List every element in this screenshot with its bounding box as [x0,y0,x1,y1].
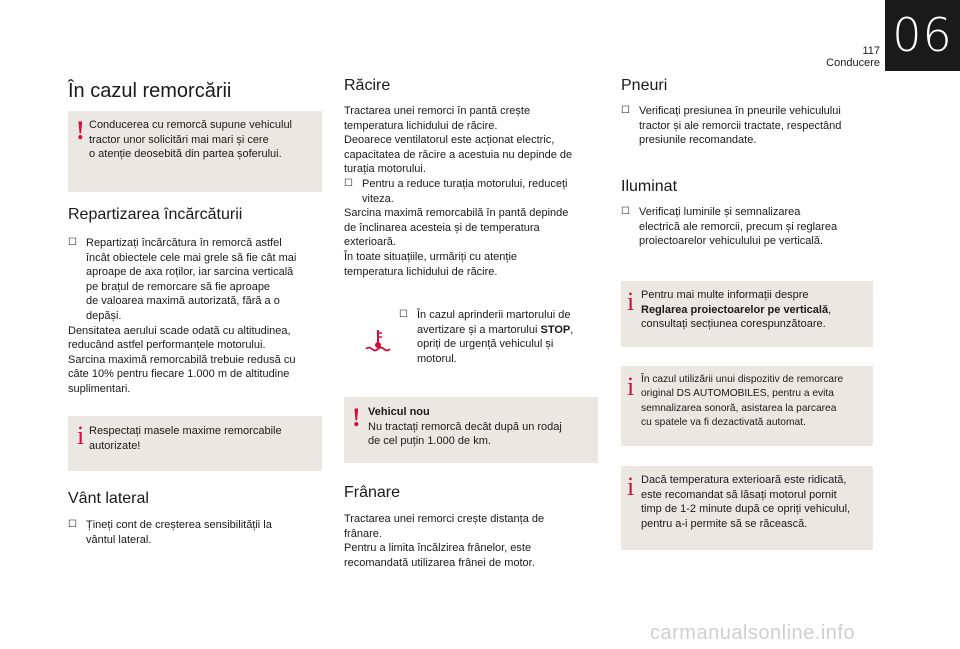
info-icon: i [627,372,635,401]
info-temperature-text: Dacă temperatura exterioară este ridicată, este recomandat să lăsați motorul pornit timp de 1-2 minute după ce opriți vehiculul, pentru a-i permite să se răcească. [641,474,851,530]
info-text: Respectați masele maxime remorcabile autorizate! [89,425,282,452]
watermark: carmanualsonline.info [650,622,856,644]
bullet-arrow-icon: ☐ [621,206,630,217]
section-heading-lighting: Iluminat [621,178,678,195]
section-name: Conducere [826,57,880,69]
bullet-item: ☐ Verificați luminile și semnalizarea electrică ale remorcii, precum și reglarea proiectoarelor vehiculului pe verticală. [621,206,838,248]
info-towing-text: În cazul utilizării unui dispozitiv de remorcare original DS AUTOMOBILES, pentru a evita semnalizarea sonoră, asistarea la parcarea cu spatele va fi dezactivată automat. [641,374,844,429]
cooling-section-body: Tractarea unei remorci în pantă crește temperatura lichidului de răcire. Deoarece ventilatorul este acționat electric, capacitatea de răcire a acestuia nu depinde de turația motorului. ☐ Pentru a reduce turația motorului, reduceți viteza. Sarcina maximă remorcabilă în pantă depinde de înclinarea acesteia și de temperatura exterioară. În toate situațiile, urmăriți cu atenție temperatura lichidului de răcire. [344,104,606,279]
new-vehicle-text: Vehicul nou Nu tractați remorcă decât după un rodaj de cel puțin 1.000 de km. [368,406,562,448]
bullet-arrow-icon: ☐ [344,177,353,189]
bullet-item: ☐ În cazul aprinderii martorului de avertizare și a martorului STOP, opriți de urgență vehiculul și motorul. [399,309,574,365]
bullet-arrow-icon: ☐ [399,309,408,320]
bullet-item: ☐ Țineți cont de creșterea sensibilității la vântul lateral. [68,519,272,546]
new-vehicle-warning-box [344,397,598,463]
bullet-arrow-icon: ☐ [68,237,77,248]
info-box-masses [68,416,322,471]
info-box-temperature [621,466,873,550]
section-heading-tyres: Pneuri [621,77,668,94]
coolant-warning-text [399,308,599,366]
bullet-item: ☐ Pentru a reduce turația motorului, reduceți viteza. [344,177,568,205]
wind-section-body [68,518,326,547]
info-icon: i [627,472,635,501]
section-heading-brakes: Frânare [344,484,401,501]
page-number: 117 [862,45,880,57]
section-heading-wind: Vânt lateral [68,490,149,507]
brakes-section-body: Tractarea unei remorci crește distanța de frânare. Pentru a limita încălzirea frânelor, este recomandată utilizarea frânei de motor. [344,513,545,569]
bullet-arrow-icon: ☐ [68,519,77,530]
exclamation-icon: ! [76,116,85,145]
info-box-headlamp [621,281,873,347]
warning-text: Conducerea cu remorcă supune vehiculul tractor unor solicitări mai mari și cere o atenție deosebită din partea șoferului. [89,119,293,161]
page-title: În cazul remorcării [68,80,232,102]
section-heading-cooling: Răcire [344,77,391,94]
warning-box [68,111,322,192]
info-headlamp-text: Pentru mai multe informații despre Reglarea proiectoarelor pe verticală, consultați secțiunea corespunzătoare. [641,289,832,331]
lighting-section-body [621,205,881,249]
tyres-section-body [621,104,881,148]
coolant-temperature-icon [364,328,392,354]
bullet-arrow-icon: ☐ [621,105,630,116]
exclamation-icon: ! [352,403,361,432]
bullet-item: ☐ Repartizați încărcătura în remorcă astfel încât obiectele cele mai grele să fie cât mai aproape de axa roților, iar sarcina verticală pe brațul de remorcare să fie aproape de valoarea maximă autorizată, fără a o depăși. [68,237,297,322]
coolant-warning-box [344,302,598,382]
section-heading-load: Repartizarea încărcăturii [68,206,243,223]
chapter-number-badge: 06 [885,0,960,71]
bullet-item: ☐ Verificați presiunea în pneurile vehiculului tractor și ale remorcii tractate, respectând presiunile recomandate. [621,105,842,147]
info-icon: i [627,287,635,316]
info-icon: i [77,421,85,450]
load-section-body: ☐ Repartizați încărcătura în remorcă astfel încât obiectele cele mai grele să fie cât mai aproape de axa roților, iar sarcina verticală pe brațul de remorcare să fie aproape de valoarea maximă autorizată, fără a o depăși. Densitatea aerului scade odată cu altitudinea, reducând astfel performanțele motorului. Sarcina maximă remorcabilă trebuie redusă cu câte 10% pentru fiecare 1.000 m de altitudine suplimentari. [68,236,326,397]
info-box-towing-device [621,366,873,446]
